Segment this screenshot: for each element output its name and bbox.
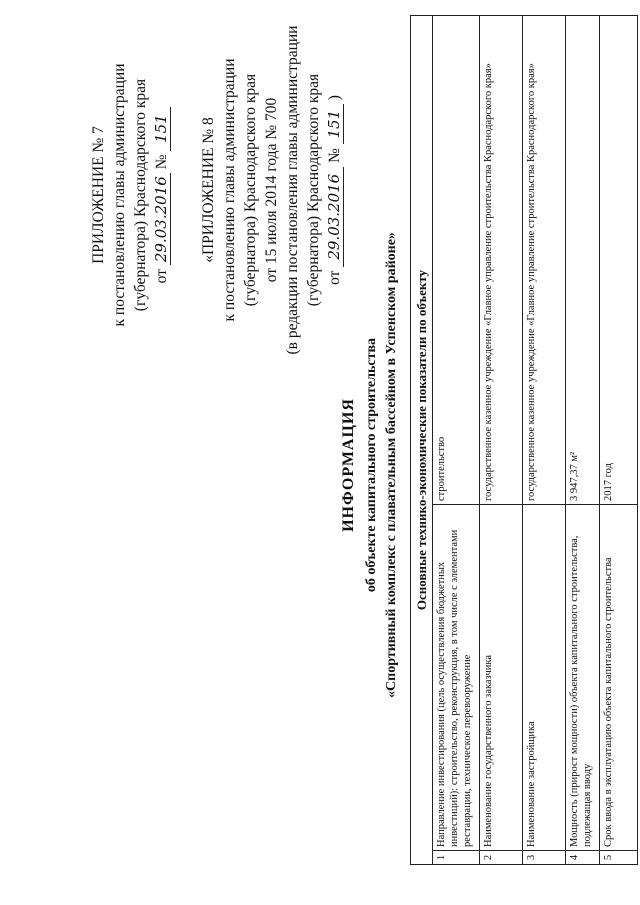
table-row bbox=[480, 16, 523, 864]
row-number: 2 bbox=[480, 850, 522, 864]
indicator-value: 2017 год bbox=[603, 463, 614, 501]
table-heading: Основные технико-экономические показатели по объекту bbox=[411, 16, 433, 864]
handwritten-date: 29.03.2016 bbox=[153, 173, 171, 265]
table-row bbox=[433, 16, 480, 864]
indicator-value: государственное казенное учреждение «Главное управление строительства Краснодарского края» bbox=[483, 63, 494, 501]
number-sign: № bbox=[153, 154, 170, 170]
indicator-value: государственное казенное учреждение «Главное управление строительства Краснодарского края» bbox=[526, 63, 537, 501]
appendix-8-line: (губернатора) Краснодарского края bbox=[305, 73, 322, 307]
handwritten-date: 29.03.2016 bbox=[326, 167, 344, 267]
appendix-8-line: (в редакции постановления главы администрации bbox=[284, 25, 301, 355]
document-subtitle: об объекте капитального строительства bbox=[364, 337, 379, 593]
appendix-8-block bbox=[198, 20, 345, 360]
row-number: 5 bbox=[600, 850, 638, 864]
appendix-7-line: к постановлению главы администрации bbox=[111, 63, 128, 327]
from-prefix: от bbox=[153, 269, 170, 284]
object-name: «Спортивный комплекс с плавательным бассейном в Успенском районе» bbox=[384, 232, 399, 698]
appendix-7-block bbox=[88, 45, 172, 345]
row-number: 1 bbox=[433, 850, 479, 864]
appendix-7-title: ПРИЛОЖЕНИЕ № 7 bbox=[90, 126, 107, 264]
number-sign: № bbox=[326, 148, 343, 163]
indicator-name: Наименование застройщика bbox=[523, 504, 565, 850]
handwritten-number: 151 bbox=[326, 104, 344, 144]
appendix-8-line: (губернатора) Краснодарского края bbox=[242, 73, 259, 307]
indicator-name: Направление инвестирования (цель осуществления бюджетных инвестиций): строительство, реконструкция, в том числе с элементами реставрации, техническое перевооружение bbox=[433, 504, 479, 850]
appendix-7-line: (губернатора) Краснодарского края bbox=[132, 78, 149, 312]
appendix-8-title: «ПРИЛОЖЕНИЕ № 8 bbox=[200, 117, 217, 263]
indicator-name: Срок ввода в эксплуатацию объекта капитального строительства bbox=[600, 504, 638, 850]
row-number: 4 bbox=[566, 850, 599, 864]
table-row bbox=[600, 16, 638, 864]
indicator-name: Мощность (прирост мощности) объекта капитального строительства, подлежащая вводу bbox=[566, 504, 599, 850]
indicator-value: 3 947,37 м² bbox=[569, 451, 580, 501]
appendix-8-line: к постановлению главы администрации bbox=[221, 58, 238, 322]
document-title: ИНФОРМАЦИЯ bbox=[340, 398, 357, 532]
appendix-7-date-line bbox=[151, 45, 172, 345]
from-prefix: от bbox=[326, 270, 343, 285]
appendix-8-line: от 15 июля 2014 года № 700 bbox=[263, 97, 280, 283]
indicators-table bbox=[410, 15, 638, 865]
indicator-value: строительство bbox=[436, 436, 447, 501]
table-row bbox=[566, 16, 600, 864]
table-row bbox=[523, 16, 566, 864]
handwritten-number: 151 bbox=[153, 107, 171, 151]
closing-bracket: ) bbox=[326, 95, 343, 101]
row-number: 3 bbox=[523, 850, 565, 864]
indicator-name: Наименование государственного заказчика bbox=[480, 504, 522, 850]
